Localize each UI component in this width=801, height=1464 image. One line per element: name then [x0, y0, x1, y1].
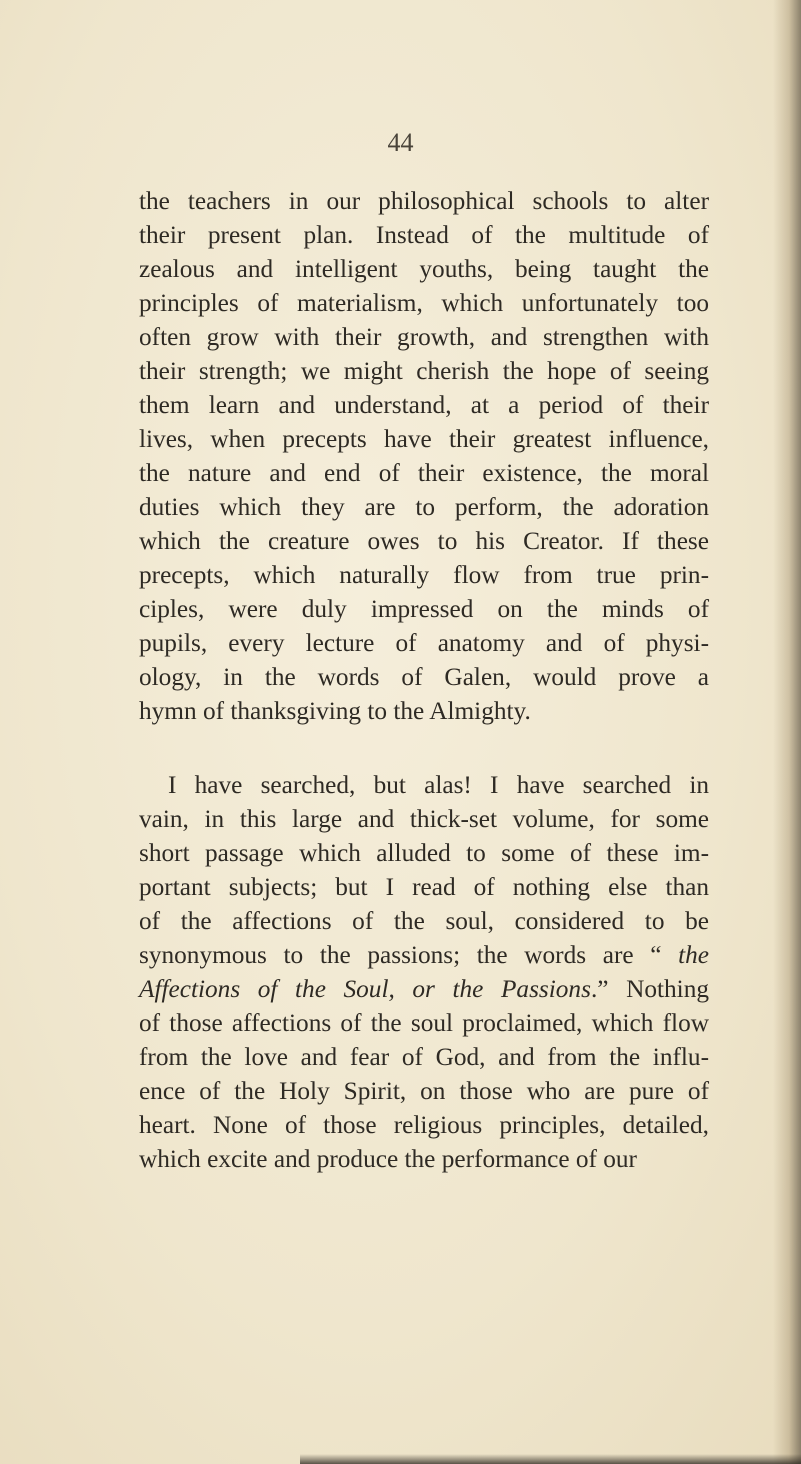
- text-line-italic-title: Affections of the Soul, or the Passions.” Nothing: [139, 975, 709, 1003]
- text-line: pupils, every lecture of anatomy and of physi-: [139, 629, 709, 657]
- text-line: them learn and understand, at a period of their: [139, 391, 709, 419]
- text-line: ology, in the words of Galen, would prove a: [139, 663, 709, 691]
- text-line: portant subjects; but I read of nothing else than: [139, 873, 709, 901]
- text-line: of the affections of the soul, considered to be: [139, 907, 709, 935]
- text-line: zealous and intelligent youths, being taught the: [139, 255, 709, 283]
- text-line: ence of the Holy Spirit, on those who are pure of: [139, 1077, 709, 1105]
- text-line: heart. None of those religious principles, detailed,: [139, 1111, 709, 1139]
- text-line: lives, when precepts have their greatest influence,: [139, 425, 709, 453]
- text-line: of those affections of the soul proclaimed, which flow: [139, 1009, 709, 1037]
- italic-title-end: Affections of the Soul, or the Passions: [139, 975, 591, 1003]
- text-line: short passage which alluded to some of these im-: [139, 839, 709, 867]
- text-line: the nature and end of their existence, the moral: [139, 459, 709, 487]
- page-bottom-shadow: [300, 1454, 801, 1464]
- text-line: their present plan. Instead of the multitude of: [139, 221, 709, 249]
- text-line: precepts, which naturally flow from true prin-: [139, 561, 709, 589]
- text-line: hymn of thanksgiving to the Almighty.: [139, 697, 531, 725]
- text-line: their strength; we might cherish the hope of seeing: [139, 357, 709, 385]
- italic-title-start: the: [678, 941, 709, 969]
- text-line: vain, in this large and thick-set volume, for some: [139, 805, 709, 833]
- text-line: principles of materialism, which unfortunately too: [139, 289, 709, 317]
- text-line: which the creature owes to his Creator. If these: [139, 527, 709, 555]
- text-line: duties which they are to perform, the adoration: [139, 493, 709, 521]
- text-line: the teachers in our philosophical schools to alter: [139, 187, 709, 215]
- page-number: 44: [387, 128, 414, 157]
- text-line: ciples, were duly impressed on the minds of: [139, 595, 709, 623]
- text-line: synonymous to the passions; the words are “ the: [139, 941, 709, 969]
- text-line: which excite and produce the performance of our: [139, 1145, 637, 1173]
- text-line: often grow with their growth, and strengthen with: [139, 323, 709, 351]
- text-line: from the love and fear of God, and from the influ-: [139, 1043, 709, 1071]
- text-line: I have searched, but alas! I have searched in: [168, 771, 709, 799]
